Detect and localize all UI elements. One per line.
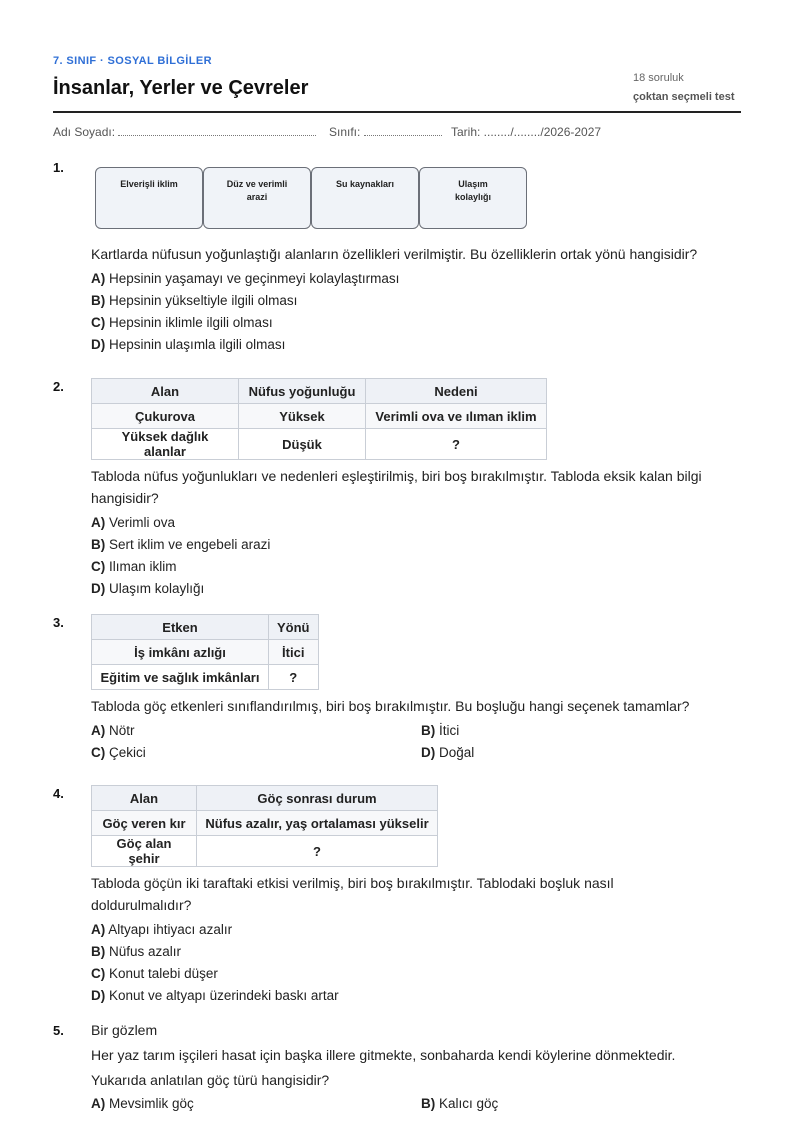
table-cell: Göç veren kır: [92, 811, 197, 836]
table-cell: İş imkânı azlığı: [92, 640, 269, 665]
table-header: Alan: [92, 379, 239, 404]
question-number: 2.: [53, 379, 64, 394]
page-title: İnsanlar, Yerler ve Çevreler: [53, 77, 309, 99]
question-3: [91, 614, 741, 764]
table-header: Nüfus yoğunluğu: [239, 379, 366, 404]
name-label: Adı Soyadı:: [53, 125, 116, 139]
header-divider: [53, 111, 741, 113]
option-d[interactable]: D) Doğal: [421, 745, 475, 760]
table-cell: Verimli ova ve ılıman iklim: [366, 404, 547, 429]
option-c[interactable]: C) Çekici: [91, 745, 146, 760]
table-row: [92, 836, 438, 867]
name-blank[interactable]: [118, 125, 316, 136]
table-cell: Eğitim ve sağlık imkânları: [92, 665, 269, 690]
question-number: 1.: [53, 160, 64, 175]
table-row: [92, 404, 547, 429]
observation-text: Her yaz tarım işçileri hasat için başka illere gitmekte, sonbaharda kendi köylerine dönmektedir.: [91, 1047, 676, 1063]
table-header: Yönü: [269, 615, 319, 640]
question-number: 4.: [53, 786, 64, 801]
question-count: 18 soruluk: [633, 72, 684, 84]
data-table: [91, 614, 319, 690]
question-number: 3.: [53, 615, 64, 630]
option-c[interactable]: C) Konut talebi düşer: [91, 966, 218, 981]
table-row: [92, 811, 438, 836]
class-blank[interactable]: [364, 125, 442, 136]
question-stem: Tabloda göç etkenleri sınıflandırılmış, biri boş bırakılmıştır. Bu boşluğu hangi seçenek tamamlar?: [91, 698, 690, 714]
card: Düz ve verimli arazi: [203, 167, 311, 229]
test-type: çoktan seçmeli test: [633, 91, 735, 103]
name-field[interactable]: [53, 125, 316, 139]
table-cell: Düşük: [239, 429, 366, 460]
table-cell: ?: [197, 836, 438, 867]
table-cell: Göç alan şehir: [92, 836, 197, 867]
feature-cards: [91, 165, 531, 235]
question-1: [91, 165, 741, 356]
table-cell: İtici: [269, 640, 319, 665]
option-d[interactable]: D) Hepsinin ulaşımla ilgili olması: [91, 337, 286, 352]
observation-title: Bir gözlem: [91, 1022, 158, 1038]
option-a[interactable]: A) Altyapı ihtiyacı azalır: [91, 922, 233, 937]
option-b[interactable]: B) Kalıcı göç: [421, 1096, 499, 1111]
table-header: Göç sonrası durum: [197, 786, 438, 811]
option-a[interactable]: A) Nötr: [91, 723, 135, 738]
class-field[interactable]: [329, 125, 442, 139]
option-a[interactable]: A) Verimli ova: [91, 515, 176, 530]
table-cell: Nüfus azalır, yaş ortalaması yükselir: [197, 811, 438, 836]
option-a[interactable]: A) Hepsinin yaşamayı ve geçinmeyi kolaylaştırması: [91, 271, 400, 286]
table-cell: ?: [269, 665, 319, 690]
class-label: Sınıfı:: [329, 125, 361, 139]
table-cell: Yüksek dağlık alanlar: [92, 429, 239, 460]
table-row: [92, 665, 319, 690]
subject-label: 7. SINIF · SOSYAL BİLGİLER: [53, 55, 212, 67]
card: Ulaşım kolaylığı: [419, 167, 527, 229]
option-c[interactable]: C) Ilıman iklim: [91, 559, 177, 574]
option-c[interactable]: C) Hepsinin iklimle ilgili olması: [91, 315, 273, 330]
card: Elverişli iklim: [95, 167, 203, 229]
option-a[interactable]: A) Mevsimlik göç: [91, 1096, 194, 1111]
table-header: Alan: [92, 786, 197, 811]
option-b[interactable]: B) Hepsinin yükseltiyle ilgili olması: [91, 293, 298, 308]
table-row: [92, 429, 547, 460]
table-row: [92, 640, 319, 665]
option-b[interactable]: B) Sert iklim ve engebeli arazi: [91, 537, 271, 552]
data-table: [91, 378, 547, 460]
question-stem: Tabloda nüfus yoğunlukları ve nedenleri eşleştirilmiş, biri boş bırakılmıştır. Tabloda eksik kalan bilgi hangisidir?: [91, 468, 702, 506]
question-5: [91, 1018, 741, 1115]
date-label: Tarih: ......../......../2026-2027: [451, 125, 602, 139]
data-table: [91, 785, 438, 867]
question-4: [91, 785, 741, 1007]
question-number: 5.: [53, 1023, 64, 1038]
table-cell: Çukurova: [92, 404, 239, 429]
table-header: Nedeni: [366, 379, 547, 404]
table-cell: Yüksek: [239, 404, 366, 429]
table-header: Etken: [92, 615, 269, 640]
card: Su kaynakları: [311, 167, 419, 229]
option-b[interactable]: B) Nüfus azalır: [91, 944, 182, 959]
option-d[interactable]: D) Ulaşım kolaylığı: [91, 581, 205, 596]
option-d[interactable]: D) Konut ve altyapı üzerindeki baskı artar: [91, 988, 339, 1003]
table-cell: ?: [366, 429, 547, 460]
question-stem: Yukarıda anlatılan göç türü hangisidir?: [91, 1072, 330, 1088]
option-b[interactable]: B) İtici: [421, 723, 460, 738]
question-2: [91, 378, 741, 600]
question-stem: Kartlarda nüfusun yoğunlaştığı alanların özellikleri verilmiştir. Bu özelliklerin ortak yönü hangisidir?: [91, 246, 698, 262]
question-stem: Tabloda göçün iki taraftaki etkisi verilmiş, biri boş bırakılmıştır. Tablodaki boşluk nasıl doldurulmalıdır?: [91, 875, 614, 913]
